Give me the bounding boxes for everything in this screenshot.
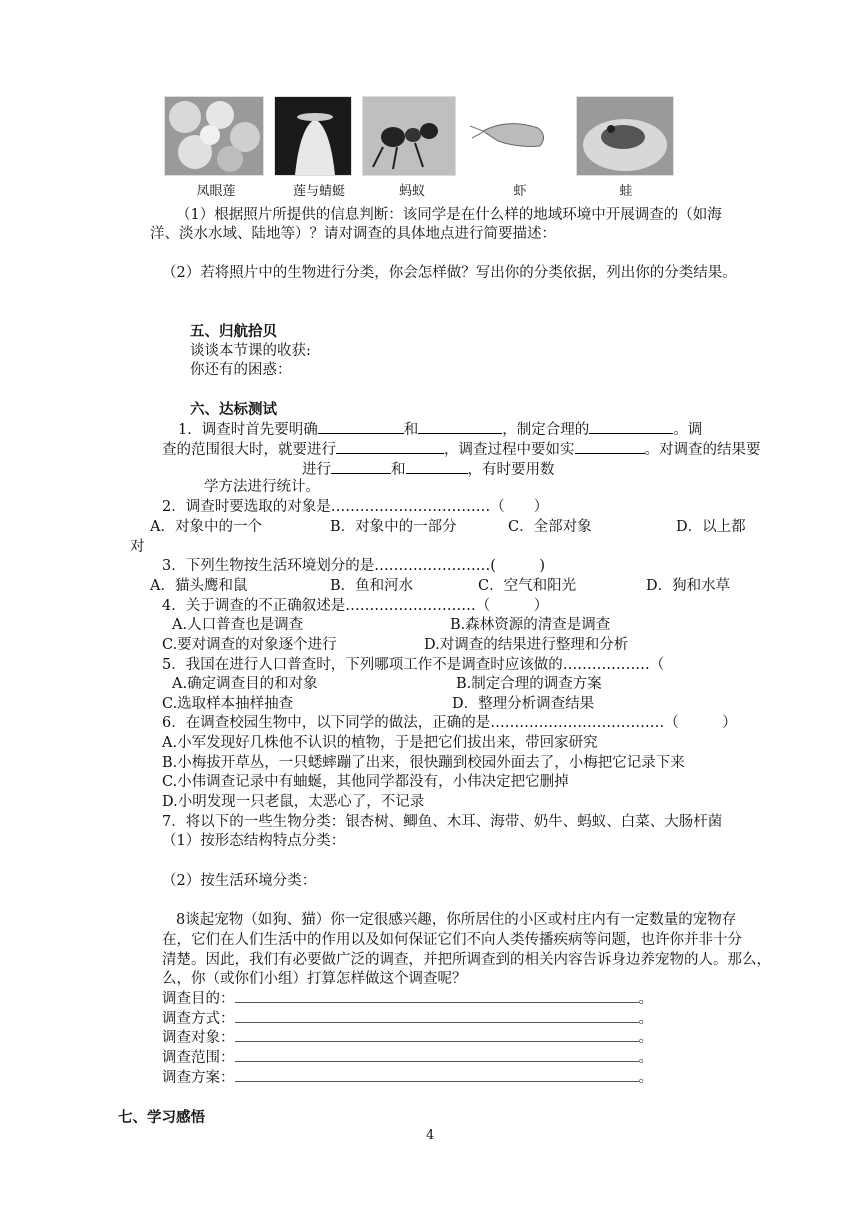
q5-option-d[interactable]: D．整理分析调查结果 bbox=[452, 696, 595, 712]
q4-option-d[interactable]: D.对调查的结果进行整理和分析 bbox=[424, 637, 629, 653]
q5-option-c[interactable]: C.选取样本抽样抽查 bbox=[162, 696, 294, 712]
q1-line-3: 进行 和 ，有时要用数 bbox=[302, 459, 555, 480]
q8-field-plan: 调查方案： 。 bbox=[162, 1070, 653, 1086]
blank[interactable] bbox=[575, 439, 645, 454]
answer-line[interactable] bbox=[235, 1069, 639, 1082]
q2-option-a[interactable]: A．对象中的一个 bbox=[150, 519, 262, 535]
photo-question-1: （1）根据照片所提供的信息判断：该同学是在什么样的地域环境中开展调查的（如海 bbox=[176, 207, 722, 223]
q6-stem: 6．在调查校园生物中，以下同学的做法，正确的是………………………………（ ） bbox=[162, 715, 737, 731]
q4-option-b[interactable]: B.森林资源的清查是调查 bbox=[450, 617, 611, 633]
q8-line-1: 8谈起宠物（如狗、猫）你一定很感兴趣，你所居住的小区或村庄内有一定数量的宠物存 bbox=[176, 912, 737, 928]
photo-question-1-cont: 洋、淡水水域、陆地等）？请对调查的具体地点进行简要描述： bbox=[150, 226, 556, 242]
section-7-title: 七、学习感悟 bbox=[118, 1109, 205, 1126]
q5-stem: 5．我国在进行人口普查时，下列哪项工作不是调查时应该做的………………（ bbox=[162, 657, 665, 673]
q2-option-d-cont: 对 bbox=[130, 539, 145, 555]
q2-option-d[interactable]: D．以上都 bbox=[676, 519, 746, 535]
water-hyacinth-photo bbox=[164, 96, 264, 176]
q8-field-purpose: 调查目的： 。 bbox=[162, 991, 653, 1007]
q2-stem: 2．调查时要选取的对象是……………………………（ ） bbox=[162, 499, 549, 515]
q1-line-4: 学方法进行统计。 bbox=[204, 479, 320, 495]
q6-option-a[interactable]: A.小军发现好几株他不认识的植物，于是把它们拔出来，带回家研究 bbox=[162, 735, 598, 751]
blank[interactable] bbox=[318, 419, 404, 434]
blank[interactable] bbox=[589, 419, 673, 434]
q2-option-c[interactable]: C．全部对象 bbox=[508, 519, 592, 535]
photo-caption-1: 凤眼莲 bbox=[196, 184, 236, 199]
q5-option-b[interactable]: B.制定合理的调查方案 bbox=[456, 676, 602, 692]
shrimp-photo bbox=[468, 96, 562, 174]
q5-option-a[interactable]: A.确定调查目的和对象 bbox=[172, 676, 318, 692]
blank[interactable] bbox=[406, 459, 468, 474]
q8-field-subject: 调查对象： 。 bbox=[162, 1030, 653, 1046]
q3-stem: 3．下列生物按生活环境划分的是……………………( ) bbox=[162, 558, 546, 574]
q8-line-4: 么，你（或你们小组）打算怎样做这个调查呢？ bbox=[162, 971, 467, 987]
blank[interactable] bbox=[336, 439, 444, 454]
q3-option-a[interactable]: A．猫头鹰和鼠 bbox=[150, 578, 248, 594]
q6-option-b[interactable]: B.小梅拔开草丛，一只蟋蟀蹦了出来，很快蹦到校园外面去了，小梅把它记录下来 bbox=[162, 755, 685, 771]
q8-line-2: 在，它们在人们生活中的作用以及如何保证它们不向人类传播疾病等问题，也许你并非十分 bbox=[162, 932, 742, 948]
answer-line[interactable] bbox=[235, 990, 639, 1003]
page-number: 4 bbox=[426, 1128, 435, 1143]
q1-line-2: 查的范围很大时，就要进行 ，调查过程中要如实 。对调查的结果要 bbox=[162, 439, 761, 460]
section-5-line-2: 你还有的困惑： bbox=[190, 362, 292, 378]
q3-option-c[interactable]: C．空气和阳光 bbox=[478, 578, 577, 594]
lotus-dragonfly-photo bbox=[274, 96, 352, 176]
answer-line[interactable] bbox=[235, 1010, 639, 1023]
photo-caption-5: 蛙 bbox=[619, 184, 633, 199]
q4-option-c[interactable]: C.要对调查的对象逐个进行 bbox=[162, 637, 337, 653]
q7-part-2: （2）按生活环境分类： bbox=[162, 873, 317, 889]
ant-photo bbox=[362, 96, 456, 176]
section-5-title: 五、归航拾贝 bbox=[190, 323, 277, 340]
section-6-title: 六、达标测试 bbox=[190, 401, 277, 418]
photo-caption-4: 虾 bbox=[513, 184, 527, 199]
q4-option-a[interactable]: A.人口普查也是调查 bbox=[172, 617, 304, 633]
photo-caption-3: 蚂蚁 bbox=[398, 184, 425, 199]
q6-option-c[interactable]: C.小伟调查记录中有蚰蜒，其他同学都没有，小伟决定把它删掉 bbox=[162, 774, 569, 790]
q8-line-3: 清楚。因此，我们有必要做广泛的调查，并把所调查到的相关内容告诉身边养宠物的人。那么， bbox=[162, 952, 771, 968]
photo-caption-2: 莲与蜻蜓 bbox=[292, 184, 345, 199]
q1-line-1: 1．调查时首先要明确 和 ，制定合理的 。调 bbox=[178, 419, 702, 440]
blank[interactable] bbox=[331, 459, 391, 474]
frog-photo bbox=[576, 96, 674, 176]
answer-line[interactable] bbox=[235, 1029, 639, 1042]
q8-field-scope: 调查范围： 。 bbox=[162, 1050, 653, 1066]
q2-option-b[interactable]: B．对象中的一部分 bbox=[330, 519, 457, 535]
q8-field-method: 调查方式： 。 bbox=[162, 1011, 653, 1027]
q7-part-1: （1）按形态结构特点分类： bbox=[162, 833, 346, 849]
blank[interactable] bbox=[418, 419, 502, 434]
section-5-line-1: 谈谈本节课的收获: bbox=[190, 343, 311, 359]
q3-option-b[interactable]: B．鱼和河水 bbox=[330, 578, 414, 594]
q4-stem: 4．关于调查的不正确叙述是………………………（ ） bbox=[162, 598, 549, 614]
q7-stem: 7．将以下的一些生物分类：银杏树、鲫鱼、木耳、海带、奶牛、蚂蚁、白菜、大肠杆菌 bbox=[162, 814, 723, 830]
answer-line[interactable] bbox=[235, 1049, 639, 1062]
photo-question-2: （2）若将照片中的生物进行分类，你会怎样做？写出你的分类依据，列出你的分类结果。 bbox=[162, 265, 737, 281]
q6-option-d[interactable]: D.小明发现一只老鼠，太恶心了，不记录 bbox=[162, 794, 425, 810]
q3-option-d[interactable]: D．狗和水草 bbox=[646, 578, 731, 594]
